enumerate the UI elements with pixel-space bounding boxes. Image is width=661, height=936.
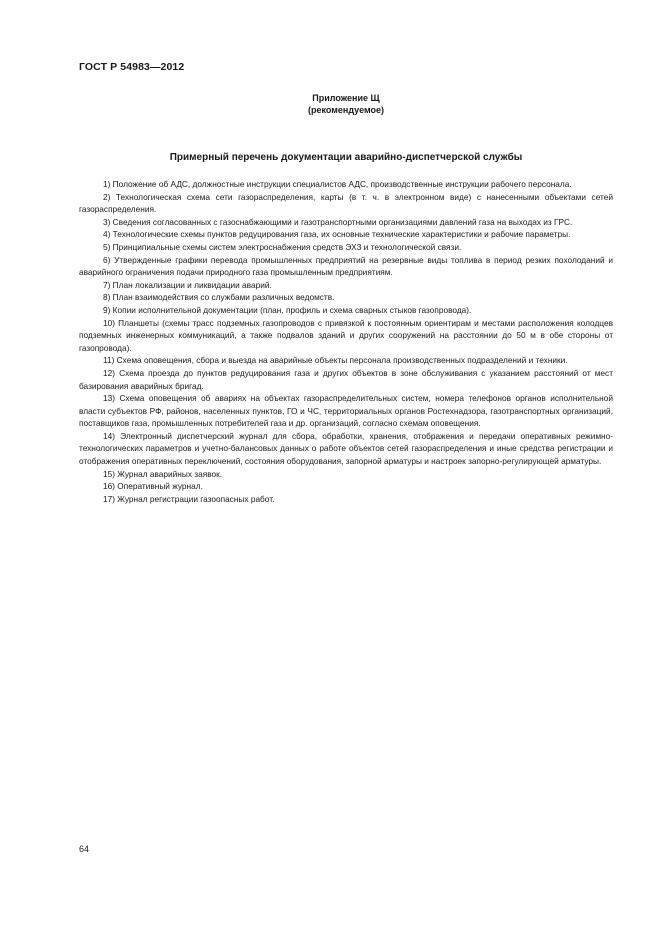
list-item: 11) Схема оповещения, сбора и выезда на аварийные объекты персонала производственных подразделений и техники. xyxy=(103,355,568,366)
document-title: Примерный перечень документации аварийно-диспетчерской службы xyxy=(169,152,523,163)
list-item: 9) Копии исполнительной документации (план, профиль и схема сварных стыков газопровода). xyxy=(103,304,472,315)
list-item: 7) План локализации и ликвидации аварий. xyxy=(103,279,272,290)
list-item: 3) Сведения согласованных с газоснабжающими и газотранспортными организациями давлений газа на выходах из ГРС. xyxy=(103,216,573,227)
documentation-list xyxy=(79,178,613,505)
list-item: 1) Положение об АДС, должностные инструкции специалистов АДС, производственные инструкции рабочего персонала. xyxy=(103,179,572,189)
list-item: 4) Технологические схемы пунктов редуцирования газа, их основные технические характеристики и рабочие параметры. xyxy=(103,229,571,240)
standard-header: ГОСТ Р 54983—2012 xyxy=(79,61,185,73)
list-item: 8) План взаимодействия со службами различных ведомств. xyxy=(103,292,335,303)
appendix-status: (рекомендуемое) xyxy=(308,105,384,115)
list-item: 16) Оперативный журнал. xyxy=(103,481,203,492)
list-item: 12) Схема проезда до пунктов редуцирования газа и других объектов в зоне обслуживания с указанием расстояний от мест базирования аварийных бригад. xyxy=(79,367,613,391)
appendix-heading xyxy=(79,92,613,116)
list-item: 2) Технологическая схема сети газораспределения, карты (в т. ч. в электронном виде) с нанесенными объектами сетей газораспределения. xyxy=(79,191,613,215)
appendix-label: Приложение Щ xyxy=(312,93,380,103)
list-item: 13) Схема оповещения об авариях на объектах газораспределительных систем, номера телефонов органов исполнительной власти субъектов РФ, районов, населенных пунктов, ГО и ЧС, территориальных органов Ростехнадзора, газотранспортных организаций, поставщиков газа, промышленных потребителей газа и др. организаций, согласно схемам оповещения. xyxy=(79,393,613,429)
list-item: 17) Журнал регистрации газоопасных работ. xyxy=(103,493,275,504)
page-number: 64 xyxy=(79,844,90,854)
list-item: 6) Утвержденные графики перевода промышленных предприятий на резервные виды топлива в период резких похолоданий и аварийного ограничения подачи природного газа промышленным предприятиям. xyxy=(79,254,613,278)
list-item: 14) Электронный диспетчерский журнал для сбора, обработки, хранения, отображения и передачи оперативных режимно-технологических параметров и учетно-балансовых данных о работе объектов сетей газораспределения и иные средства регистрации и отображения оперативных переключений, состояния оборудования, запорной арматуры и настроек запорно-регулирующей арматуры. xyxy=(79,430,613,467)
list-item: 5) Принципиальные схемы систем электроснабжения средств ЭХЗ и технологической связи. xyxy=(103,241,462,252)
list-item: 10) Планшеты (схемы трасс подземных газопроводов с привязкой к постоянным ориентирам и местами расположения колодцев подземных инженерных коммуникаций, а также подвалов зданий и других сооружений на расстоянии до 50 м в обе стороны от газопровода). xyxy=(79,317,613,353)
list-item: 15) Журнал аварийных заявок. xyxy=(103,468,223,479)
